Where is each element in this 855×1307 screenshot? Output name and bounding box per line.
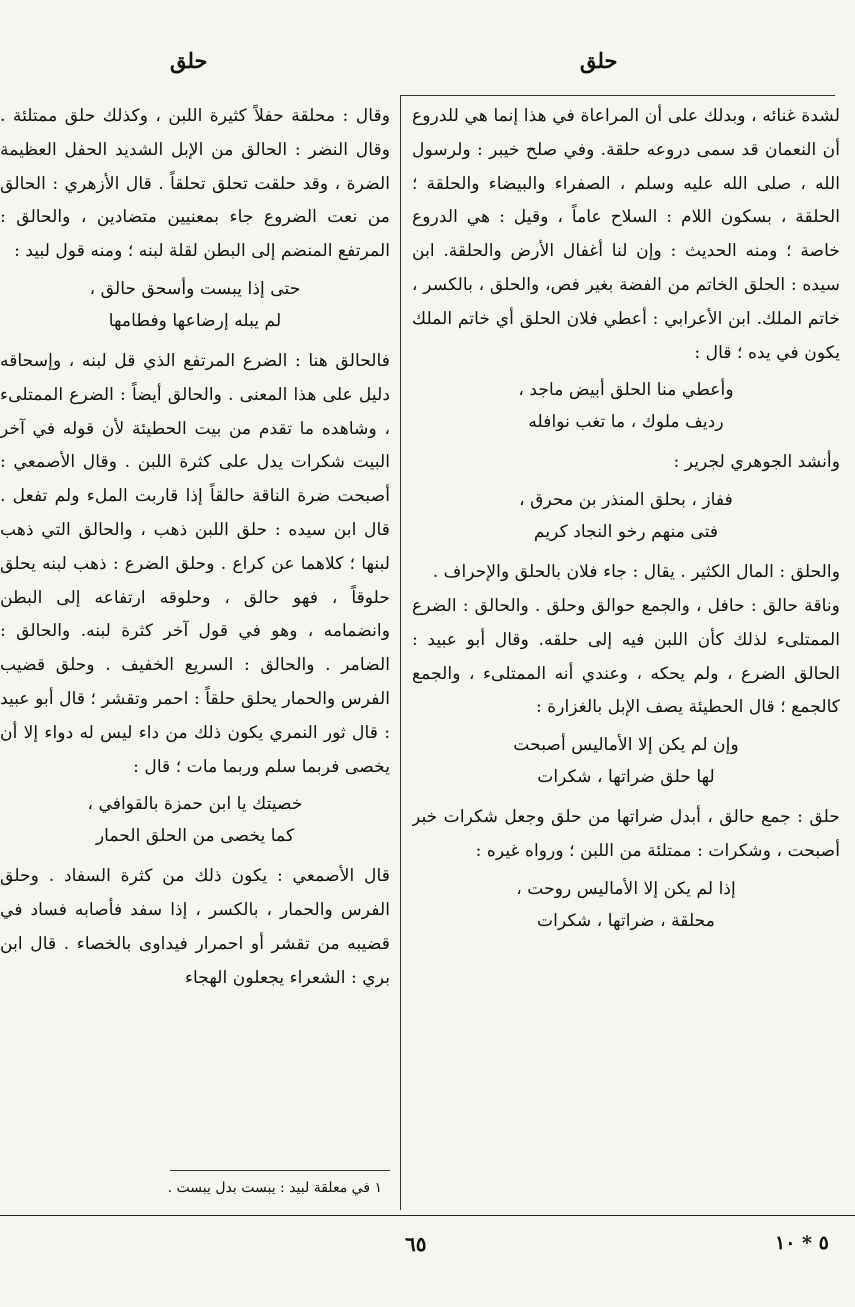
column-divider <box>400 95 401 1210</box>
paragraph: حلق : جمع حالق ، أبدل ضراتها من حلق وجعل شكرات خبر أصبحت ، وشكرات : ممتلئة من اللبن ؛ ورواه غيره : <box>412 807 840 861</box>
verse <box>412 484 840 548</box>
footnote: ١ في معلقة لبيد : يبست بدل يبست . <box>167 1180 382 1196</box>
verse-line: فتى منهم رخو النجاد كريم <box>533 522 719 543</box>
paragraph: لشدة غنائه ، وبدلك على أن المراعاة في هذا إنما هي للدروع أن النعمان قد سمى دروعه حلقة. وفي صلح خيبر : ولرسول الله ، صلى الله عليه وسلم ، الصفراء والبيضاء والحلقة ؛ الحلقة ، بسكون اللام : السلاح عاماً ، وقيل : هي الدروع خاصة ؛ ومنه الحديث : وإن لنا أغفال الأرض والحلقة. ابن سيده : الحلق الخاتم من الفضة بغير فص، والحلق ، بالكسر ، خاتم الملك. ابن الأعرابي : أعطي فلان الحلق أي خاتم الملك يكون في يده ؛ قال : <box>412 106 840 363</box>
verse <box>412 729 840 793</box>
paragraph: وقال : محلقة حفلاً كثيرة اللبن ، وكذلك حلق ممتلئة . وقال النضر : الحالق من الإبل الشديد الحفل العظيمة الضرة ، وقد حلقت تحلق تحلقاً . قال الأزهري : الحالق من نعت الضروع جاء بمعنيين متضادين ، والحالق : المرتفع المنضم إلى البطن لقلة لبنه ؛ ومنه قول لبيد : <box>0 106 390 262</box>
bottom-rule <box>0 1215 855 1216</box>
verse <box>0 788 390 852</box>
running-head-left: حلق <box>170 48 208 73</box>
header-rule <box>400 95 835 96</box>
verse-line: وأعطي منا الحلق أبيض ماجد ، <box>518 380 734 401</box>
verse-line: خصيتك يا ابن حمزة بالقوافي ، <box>87 794 303 815</box>
verse <box>0 273 390 337</box>
verse-line: وإن لم يكن إلا الأماليس أصبحت <box>513 735 739 756</box>
running-head-right: حلق <box>580 48 618 73</box>
verse-line: لم يبله إرضاعها وفطامها <box>108 310 282 331</box>
left-column <box>0 100 390 1210</box>
verse-line: رديف ملوك ، ما تغب نوافله <box>528 412 724 433</box>
footnote-rule <box>170 1170 390 1171</box>
verse-line: حتى إذا يبست وأسحق حالق ، <box>89 278 301 299</box>
verse-line: ففاز ، بحلق المنذر بن محرق ، <box>519 490 733 511</box>
verse-line: كما يخصى من الحلق الحمار <box>95 826 295 847</box>
paragraph: قال الأصمعي : يكون ذلك من كثرة السفاد . وحلق الفرس والحمار ، بالكسر ، إذا سفد فأصابه فساد في قضيبه من تقشر أو احمرار فيداوى بالخصاء . قال ابن بري : الشعراء يجعلون الهجاء <box>0 866 390 988</box>
paragraph: فالحالق هنا : الضرع المرتفع الذي قل لبنه ، وإسحاقه دليل على هذا المعنى . والحالق أيضاً : الضرع الممتلىء ، وشاهده ما تقدم من بيت الحطيئة لأن قوله في آخر البيت شكرات يدل على كثرة اللبن . وقال الأصمعي : أصبحت ضرة الناقة حالقاً إذا قاربت الملء ولم تفعل . قال ابن سيده : حلق اللبن ذهب ، والحالق التي ذهب لبنها ؛ كلاهما عن كراع . وحلق الضرع : ذهب لبنه يحلق حلوقاً ، فهو حالق ، وحلوقه ارتفاعه إلى البطن وانضمامه ، وهو في قول آخر كثرة لبنه. والحالق : الضامر . والحالق : السريع الخفيف . وحلق قضيب الفرس والحمار يحلق حلقاً : احمر وتقشر ؛ قال أبو عبيد : قال ثور النمري يكون ذلك من داء ليس له دواء إلا أن يخصى فربما سلم وربما مات ؛ قال : <box>0 350 390 777</box>
paragraph: والحلق : المال الكثير . يقال : جاء فلان بالحلق والإحراف . <box>432 562 840 583</box>
page-header <box>0 48 855 78</box>
right-column <box>412 100 840 1210</box>
verse <box>412 873 840 937</box>
verse-line: محلقة ، ضراتها ، شكرات <box>537 910 715 931</box>
verse-line: لها حلق ضراتها ، شكرات <box>537 767 715 788</box>
signature-mark: ٥ * ١٠ <box>775 1232 829 1254</box>
paragraph: وناقة حالق : حافل ، والجمع حوالق وحلق . والحالق : الضرع الممتلىء لذلك كأن اللبن فيه إلى حلقه. وقال أبو عبيد : الحالق الضرع ، ولم يحكه ، وعندي أنه الممتلىء ، والجمع كالجمع ؛ قال الحطيئة يصف الإبل بالغزارة : <box>412 595 840 718</box>
page-number: ٦٥ <box>405 1232 427 1256</box>
paragraph: وأنشد الجوهري لجرير : <box>673 452 840 473</box>
verse-line: إذا لم يكن إلا الأماليس روحت ، <box>516 878 736 899</box>
verse <box>412 374 840 438</box>
